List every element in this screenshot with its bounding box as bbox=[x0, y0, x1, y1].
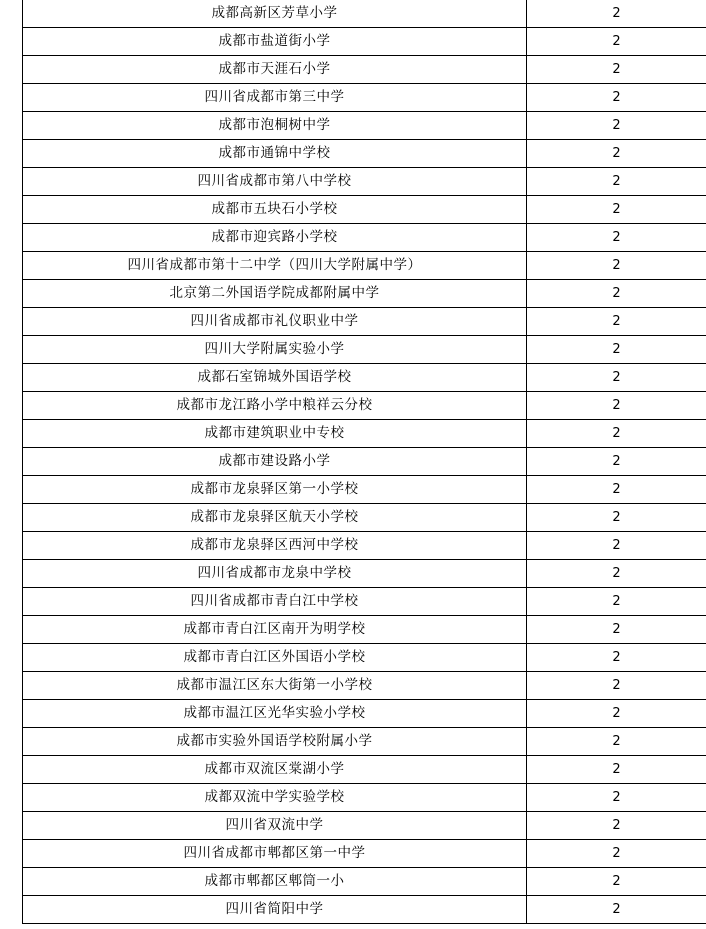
table-row bbox=[23, 728, 706, 756]
table-row bbox=[23, 168, 706, 196]
school-count-cell: 2 bbox=[527, 644, 706, 672]
school-count-cell: 2 bbox=[527, 616, 706, 644]
school-name-cell: 成都市青白江区外国语小学校 bbox=[23, 644, 527, 672]
table-row bbox=[23, 476, 706, 504]
school-count-cell: 2 bbox=[527, 224, 706, 252]
table-row bbox=[23, 392, 706, 420]
school-name-cell: 成都市温江区东大街第一小学校 bbox=[23, 672, 527, 700]
school-count-cell: 2 bbox=[527, 504, 706, 532]
school-name-cell: 北京第二外国语学院成都附属中学 bbox=[23, 280, 527, 308]
school-count-cell: 2 bbox=[527, 84, 706, 112]
school-name-cell: 成都市郫都区郫筒一小 bbox=[23, 868, 527, 896]
school-count-cell: 2 bbox=[527, 420, 706, 448]
school-name-cell: 四川省成都市第十二中学（四川大学附属中学） bbox=[23, 252, 527, 280]
school-name-cell: 成都市通锦中学校 bbox=[23, 140, 527, 168]
school-count-cell: 2 bbox=[527, 672, 706, 700]
school-count-cell: 2 bbox=[527, 784, 706, 812]
table-row bbox=[23, 644, 706, 672]
school-count-cell: 2 bbox=[527, 28, 706, 56]
school-name-cell: 四川大学附属实验小学 bbox=[23, 336, 527, 364]
school-name-cell: 成都石室锦城外国语学校 bbox=[23, 364, 527, 392]
table-row bbox=[23, 868, 706, 896]
school-name-cell: 成都市泡桐树中学 bbox=[23, 112, 527, 140]
school-name-cell: 四川省成都市第八中学校 bbox=[23, 168, 527, 196]
table-row bbox=[23, 700, 706, 728]
school-count-cell: 2 bbox=[527, 56, 706, 84]
table-row bbox=[23, 224, 706, 252]
table-row bbox=[23, 616, 706, 644]
table-row bbox=[23, 784, 706, 812]
school-name-cell: 成都市青白江区南开为明学校 bbox=[23, 616, 527, 644]
school-count-cell: 2 bbox=[527, 840, 706, 868]
table-row bbox=[23, 28, 706, 56]
table-row bbox=[23, 364, 706, 392]
school-name-cell: 成都市龙泉驿区西河中学校 bbox=[23, 532, 527, 560]
table-row bbox=[23, 504, 706, 532]
table-body bbox=[23, 0, 706, 924]
school-count-cell: 2 bbox=[527, 392, 706, 420]
school-count-cell: 2 bbox=[527, 308, 706, 336]
table-row bbox=[23, 560, 706, 588]
school-name-cell: 成都市龙泉驿区航天小学校 bbox=[23, 504, 527, 532]
school-count-cell: 2 bbox=[527, 140, 706, 168]
school-count-cell: 2 bbox=[527, 700, 706, 728]
table-row bbox=[23, 280, 706, 308]
school-name-cell: 成都市温江区光华实验小学校 bbox=[23, 700, 527, 728]
school-count-cell: 2 bbox=[527, 364, 706, 392]
table-row bbox=[23, 112, 706, 140]
school-name-cell: 成都高新区芳草小学 bbox=[23, 0, 527, 28]
school-count-cell: 2 bbox=[527, 588, 706, 616]
table-row bbox=[23, 840, 706, 868]
school-count-cell: 2 bbox=[527, 812, 706, 840]
table-row bbox=[23, 588, 706, 616]
school-name-cell: 四川省成都市第三中学 bbox=[23, 84, 527, 112]
table-row bbox=[23, 896, 706, 924]
school-name-cell: 四川省成都市郫都区第一中学 bbox=[23, 840, 527, 868]
school-count-cell: 2 bbox=[527, 448, 706, 476]
school-count-cell: 2 bbox=[527, 532, 706, 560]
school-name-cell: 四川省简阳中学 bbox=[23, 896, 527, 924]
school-count-cell: 2 bbox=[527, 196, 706, 224]
table-row bbox=[23, 756, 706, 784]
school-count-cell: 2 bbox=[527, 896, 706, 924]
table-row bbox=[23, 196, 706, 224]
school-count-cell: 2 bbox=[527, 560, 706, 588]
school-name-cell: 成都市龙江路小学中粮祥云分校 bbox=[23, 392, 527, 420]
school-count-cell: 2 bbox=[527, 868, 706, 896]
school-count-cell: 2 bbox=[527, 280, 706, 308]
school-name-cell: 成都市建筑职业中专校 bbox=[23, 420, 527, 448]
school-name-cell: 成都市盐道街小学 bbox=[23, 28, 527, 56]
table-row bbox=[23, 672, 706, 700]
table-row bbox=[23, 0, 706, 28]
school-name-cell: 成都市龙泉驿区第一小学校 bbox=[23, 476, 527, 504]
table-row bbox=[23, 56, 706, 84]
school-name-cell: 四川省双流中学 bbox=[23, 812, 527, 840]
table-row bbox=[23, 140, 706, 168]
table-row bbox=[23, 84, 706, 112]
school-count-cell: 2 bbox=[527, 112, 706, 140]
school-name-cell: 四川省成都市青白江中学校 bbox=[23, 588, 527, 616]
school-count-cell: 2 bbox=[527, 336, 706, 364]
table-row bbox=[23, 532, 706, 560]
school-name-cell: 成都市迎宾路小学校 bbox=[23, 224, 527, 252]
table-row bbox=[23, 252, 706, 280]
school-count-cell: 2 bbox=[527, 728, 706, 756]
table-row bbox=[23, 336, 706, 364]
school-name-cell: 四川省成都市礼仪职业中学 bbox=[23, 308, 527, 336]
school-name-cell: 成都双流中学实验学校 bbox=[23, 784, 527, 812]
school-count-cell: 2 bbox=[527, 0, 706, 28]
school-name-cell: 成都市双流区棠湖小学 bbox=[23, 756, 527, 784]
school-count-cell: 2 bbox=[527, 476, 706, 504]
school-name-cell: 成都市实验外国语学校附属小学 bbox=[23, 728, 527, 756]
school-count-cell: 2 bbox=[527, 252, 706, 280]
school-name-cell: 成都市天涯石小学 bbox=[23, 56, 527, 84]
school-list-table bbox=[22, 0, 706, 924]
table-row bbox=[23, 308, 706, 336]
table-row bbox=[23, 448, 706, 476]
school-name-cell: 四川省成都市龙泉中学校 bbox=[23, 560, 527, 588]
school-count-cell: 2 bbox=[527, 168, 706, 196]
table-row bbox=[23, 420, 706, 448]
school-count-cell: 2 bbox=[527, 756, 706, 784]
school-name-cell: 成都市五块石小学校 bbox=[23, 196, 527, 224]
school-name-cell: 成都市建设路小学 bbox=[23, 448, 527, 476]
table-row bbox=[23, 812, 706, 840]
